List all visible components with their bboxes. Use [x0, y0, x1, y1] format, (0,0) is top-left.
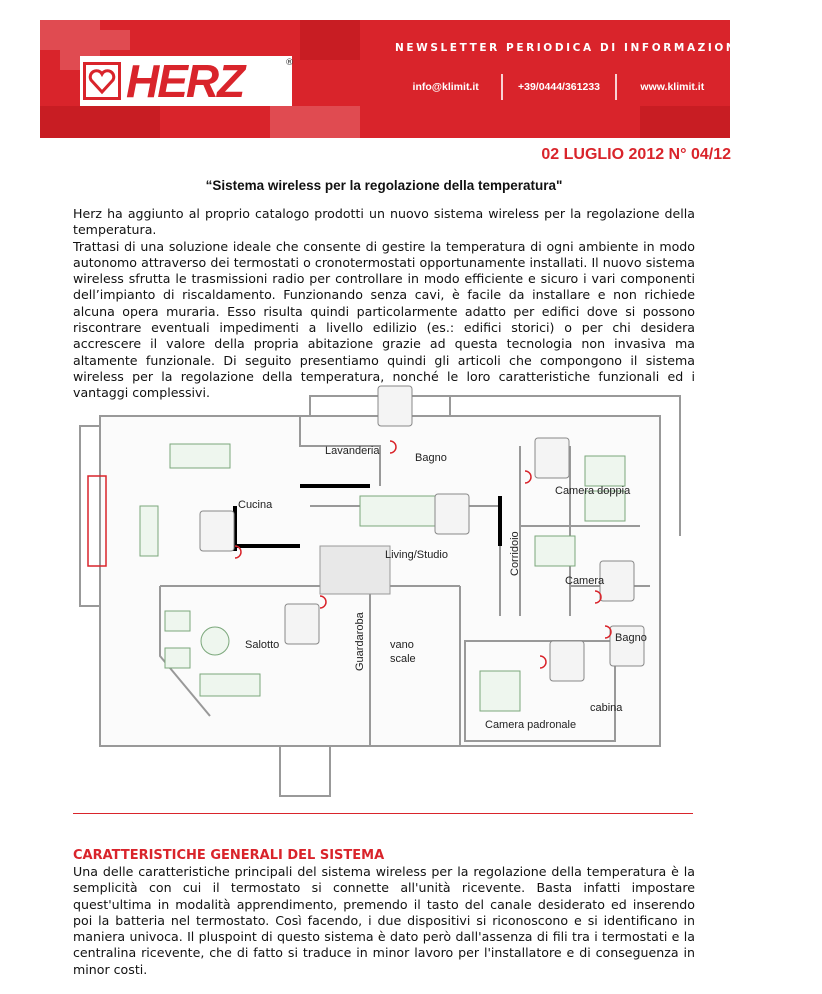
room-label-corridoio: Corridoio: [509, 531, 521, 576]
section-body: Una delle caratteristiche principali del sistema wireless per la regolazione della temperatura è la semplicità con cui il termostato si connette all'unità ricevente. Basta infatti impostare quest'ultima in modalità apprendimento, premendo il tasto del canale desiderato ed inserendo poi la batteria nel termostato. Così facendo, i due dispositivi si riconoscono e si identificano in maniera univoca. Il pluspoint di questo sistema è dato però dall'assenza di fili tra i termostati e la centralina ricevente, che di fatto si traduce in minor lavoro per l'installatore e di conseguenza in minor costi.: [73, 864, 695, 977]
phone-number: +39/0444/361233: [501, 74, 614, 100]
room-label-cucina: Cucina: [238, 499, 273, 511]
issue-date: 02 LUGLIO 2012 N° 04/12: [541, 146, 731, 163]
logo-text: HERZ: [126, 55, 244, 107]
header-banner: [40, 20, 822, 138]
newsletter-title: NEWSLETTER PERIODICA DI INFORMAZIONE TECNICA: [395, 42, 822, 54]
article-subject: “Sistema wireless per la regolazione della temperatura": [205, 178, 563, 193]
section-divider: [73, 813, 693, 814]
contact-bar: [390, 74, 728, 100]
room-label-camera-padronale: Camera padronale: [485, 719, 577, 731]
room-label-living: Living/Studio: [385, 549, 448, 561]
intro-paragraph-1: Herz ha aggiunto al proprio catalogo prodotti un nuovo sistema wireless per la regolazione della temperatura.: [73, 206, 695, 238]
room-label-scale: scale: [390, 653, 416, 665]
email-link[interactable]: info@klimit.it: [412, 81, 479, 93]
room-label-cabina: cabina: [590, 702, 623, 714]
herz-logo: [80, 56, 292, 106]
website-link[interactable]: www.klimit.it: [615, 74, 728, 100]
floor-plan: [80, 386, 690, 806]
room-label-vano: vano: [390, 639, 414, 651]
heart-icon: [83, 62, 121, 100]
section-title: CARATTERISTICHE GENERALI DEL SISTEMA: [73, 848, 385, 863]
room-label-camera: Camera: [565, 575, 605, 587]
registered-mark: ®: [285, 58, 294, 68]
intro-text: [73, 206, 695, 402]
room-label-bagno-top: Bagno: [415, 452, 447, 464]
intro-paragraph-2: Trattasi di una soluzione ideale che consente di gestire la temperatura di ogni ambiente in modo autonomo attraverso dei termostati o cronotermostati opportunamente installati. Il nuovo sistema wireless sfrutta le trasmissioni radio per controllare in modo efficiente e sicuro i vari componenti dell’impianto di riscaldamento. Funzionando senza cavi, è facile da installare e non richiede alcuna opera muraria. Esso risulta quindi particolarmente adatto per edifici dove si possono riscontrare eventuali impedimenti a livello edilizio (es.: edifici storici) o per chi desidera accrescere il valore della propria abitazione grazie ad questa tecnologia non invasiva ma altamente funzionale. Di seguito presentiamo quindi gli articoli che compongono il sistema wireless per la regolazione della temperatura, nonché le loro caratteristiche funzionali ed i vantaggi complessivi.: [73, 238, 695, 401]
room-label-bagno-right: Bagno: [615, 632, 647, 644]
room-label-lavanderia: Lavanderia: [325, 445, 380, 457]
room-label-guardaroba: Guardaroba: [354, 612, 366, 671]
room-label-camera-doppia: Camera doppia: [555, 485, 631, 497]
room-label-salotto: Salotto: [245, 639, 280, 651]
